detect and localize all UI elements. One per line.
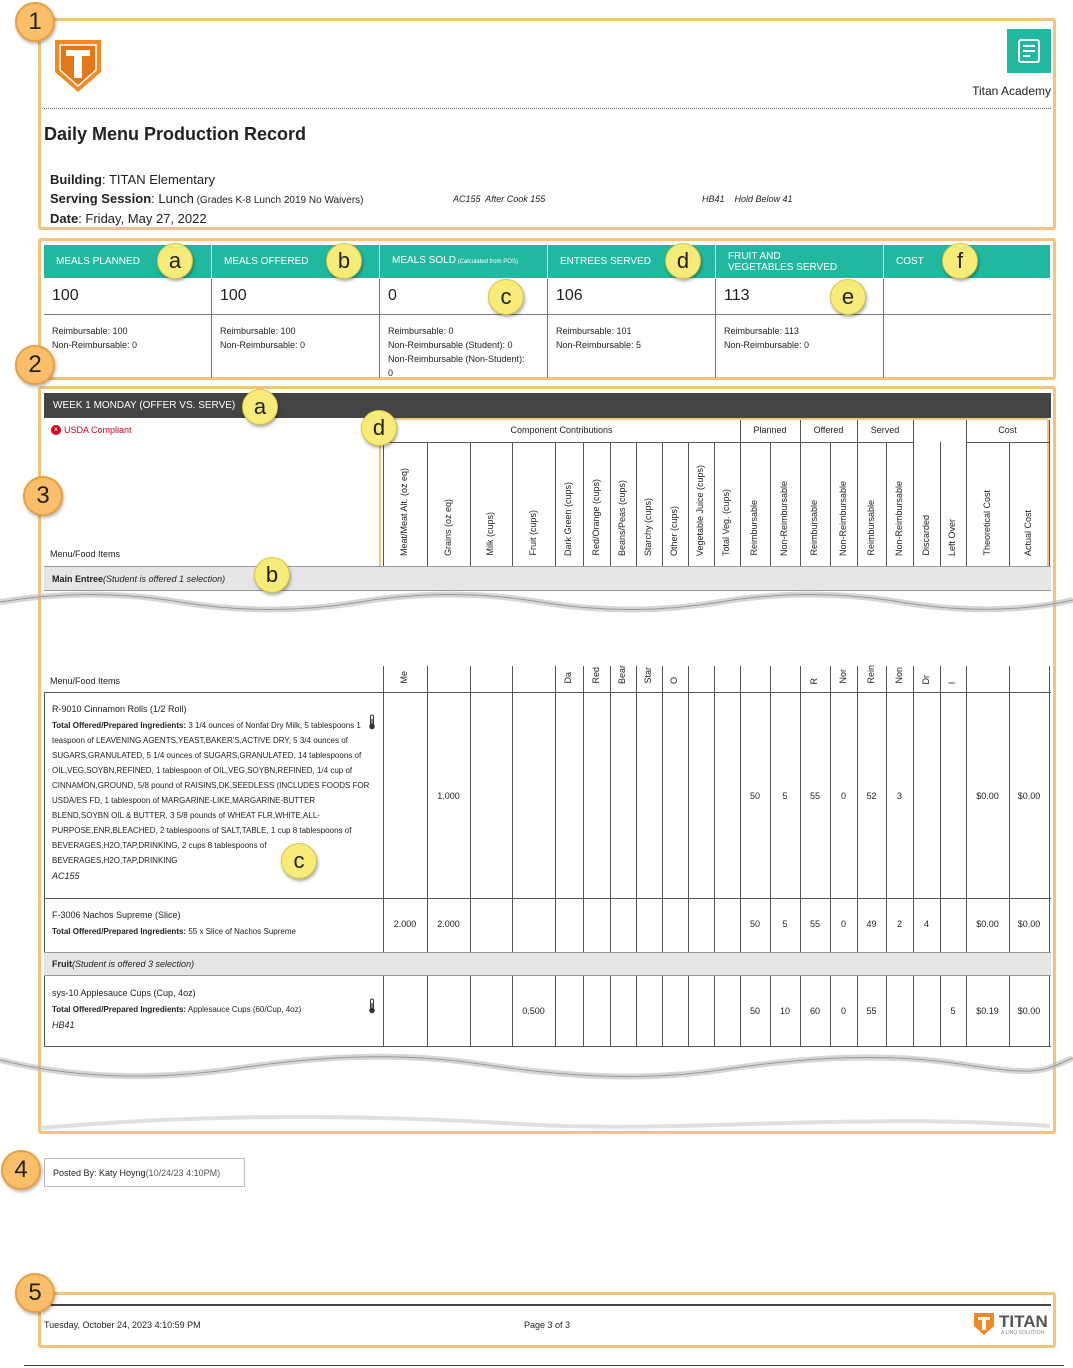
metric-line: Reimbursable: 113 <box>724 326 799 336</box>
metric-breakdown-1 <box>220 324 305 352</box>
footer-page: Page 3 of 3 <box>523 1320 571 1330</box>
metric-breakdown-4 <box>724 324 809 352</box>
short-column-header-18: l <box>947 682 957 684</box>
short-column-header-13: R <box>809 677 819 684</box>
food-item-name: R-9010 Cinnamon Rolls (1/2 Roll) <box>52 704 187 714</box>
metric-line: Non-Reimbursable: 5 <box>556 340 642 350</box>
food-ingredients <box>52 718 374 868</box>
column-header-16: Non-Reimbursable <box>893 480 904 556</box>
column-header-18: Left Over <box>947 518 957 556</box>
error-circle-icon: × <box>51 425 61 435</box>
cell-value: 55 <box>809 919 820 929</box>
ingredients-label: Total Offered/Prepared Ingredients: <box>52 721 187 730</box>
column-divider <box>583 692 584 898</box>
column-divider <box>555 692 556 898</box>
callout-4: 4 <box>1 1150 41 1190</box>
metric-line: Non-Reimbursable: 0 <box>52 340 138 350</box>
column-divider <box>427 976 428 1046</box>
ingredients-text: 55 x Slice of Nachos Supreme <box>186 927 296 936</box>
column-header-6: Beans/Peas (cups) <box>617 479 627 556</box>
column-divider <box>610 692 611 898</box>
short-column-header-7: Star <box>643 667 653 684</box>
metric-line: Reimbursable: 100 <box>220 326 296 336</box>
metric-label: ENTREES SERVED <box>560 256 651 267</box>
cell-value: 5 <box>782 791 788 801</box>
food-ingredients <box>52 1002 374 1017</box>
cell-value: $0.00 <box>1017 1006 1041 1016</box>
metric-line: Reimbursable: 100 <box>52 326 128 336</box>
section-name: Fruit <box>52 959 72 969</box>
column-divider <box>512 666 513 692</box>
header-divider <box>44 108 1051 109</box>
column-divider <box>714 976 715 1046</box>
column-divider <box>913 420 914 566</box>
cell-value: 49 <box>866 919 877 929</box>
column-divider <box>636 976 637 1046</box>
metric-value-2: 0 <box>388 287 397 304</box>
metric-line: 0 <box>388 368 394 378</box>
callout-a-meals-planned: a <box>157 243 193 279</box>
callout-b-meals-offered: b <box>326 243 362 279</box>
table-left-rule <box>44 692 45 1046</box>
row-rule <box>44 1046 1051 1047</box>
brand-name: TITAN <box>999 1312 1048 1331</box>
building-line <box>50 172 215 187</box>
column-group-cost: Cost <box>998 425 1017 435</box>
callout-b-section: b <box>254 557 290 593</box>
column-divider <box>886 666 887 692</box>
column-divider <box>940 692 941 898</box>
column-divider <box>913 666 914 692</box>
cell-value: 10 <box>779 1006 790 1016</box>
cell-value: 0.500 <box>522 1006 545 1016</box>
callout-d-columns: d <box>361 410 397 446</box>
column-divider <box>555 976 556 1046</box>
metric-divider <box>379 278 380 378</box>
posted-by-box <box>44 1158 245 1187</box>
column-header-8: Other (cups) <box>669 505 679 556</box>
column-divider <box>583 898 584 952</box>
code-legend-hb41: HB41 Hold Below 41 <box>702 194 793 204</box>
column-divider <box>913 692 914 898</box>
column-header-4: Dark Green (cups) <box>563 481 573 556</box>
column-group-component: Component Contributions <box>510 425 613 435</box>
page-break-wave <box>0 590 1073 630</box>
table-row <box>52 910 374 939</box>
metric-label: MEALS PLANNED <box>56 256 140 267</box>
column-divider <box>555 442 556 566</box>
short-column-header-5: Red <box>590 667 601 684</box>
section-note: (Student is offered 3 selection) <box>72 959 195 969</box>
column-divider <box>383 692 384 898</box>
section-name: Main Entree <box>52 573 104 584</box>
section-row-fruit <box>44 952 1051 976</box>
items-header-repeat: Menu/Food Items <box>50 676 121 686</box>
column-divider <box>714 692 715 898</box>
usda-status <box>51 425 132 435</box>
header-rule <box>44 692 1051 693</box>
column-header-15: Reimbursable <box>865 500 876 556</box>
ingredients-label: Total Offered/Prepared Ingredients: <box>52 927 187 936</box>
week-title: WEEK 1 MONDAY (OFFER VS. SERVE) <box>53 400 236 411</box>
column-divider <box>800 666 801 692</box>
column-divider <box>770 442 771 566</box>
callout-f-cost: f <box>942 243 978 279</box>
short-column-header-17: Dr <box>920 674 931 684</box>
column-divider <box>470 666 471 692</box>
table-row <box>52 704 374 881</box>
short-column-header-6: Bear <box>617 664 627 684</box>
short-column-header-0: Me <box>399 671 409 684</box>
cell-value: 2 <box>896 919 902 929</box>
column-divider <box>714 666 715 692</box>
metric-label: MEALS SOLD <box>392 255 456 266</box>
column-header-3: Fruit (cups) <box>527 510 538 556</box>
food-ingredients <box>52 924 374 939</box>
column-divider <box>1049 692 1050 898</box>
column-header-2: Milk (cups) <box>485 512 495 556</box>
metric-value-1: 100 <box>220 287 247 304</box>
cell-value: 50 <box>749 791 760 801</box>
column-divider <box>555 898 556 952</box>
session-label: Serving Session <box>50 191 152 206</box>
column-group-planned: Planned <box>753 425 787 435</box>
metric-breakdown-3 <box>556 324 641 352</box>
metric-line: Reimbursable: 101 <box>556 326 632 336</box>
column-divider <box>470 976 471 1046</box>
group-rule <box>966 442 1049 443</box>
code-legend-ac155: AC155 After Cook 155 <box>453 194 546 204</box>
date-value: : Friday, May 27, 2022 <box>78 211 207 226</box>
metric-line: Non-Reimbursable (Non-Student): <box>388 354 525 364</box>
column-divider <box>383 666 384 692</box>
posted-time: (10/24/23 4:10PM) <box>145 1167 221 1178</box>
metric-divider <box>883 278 884 378</box>
metric-breakdown-0 <box>52 324 137 352</box>
cell-value: 5 <box>782 919 788 929</box>
callout-c-ingredients: c <box>281 843 317 879</box>
column-divider <box>470 692 471 898</box>
metric-divider <box>547 278 548 378</box>
column-divider <box>688 976 689 1046</box>
callout-c-meals-sold: c <box>488 279 524 315</box>
metric-label: MEALS OFFERED <box>224 256 309 267</box>
column-divider <box>427 442 428 566</box>
column-divider <box>940 898 941 952</box>
short-column-header-8: O <box>669 676 679 684</box>
column-divider <box>470 898 471 952</box>
short-column-header-14: Nor <box>837 669 848 684</box>
cell-value: $0.00 <box>1017 791 1041 801</box>
column-divider <box>470 442 471 566</box>
section-note: (Student is offered 1 selection) <box>103 573 226 584</box>
metric-header-2 <box>380 245 547 278</box>
column-divider <box>966 420 967 566</box>
column-divider <box>1009 666 1010 692</box>
cell-value: 55 <box>809 791 820 801</box>
column-divider <box>830 442 831 566</box>
date-label: Date <box>50 211 79 226</box>
column-divider <box>940 666 941 692</box>
ingredients-text: Applesauce Cups (60/Cup, 4oz) <box>186 1005 302 1014</box>
column-divider <box>555 666 556 692</box>
usda-label: USDA Compliant <box>64 425 132 435</box>
column-header-12: Non-Reimbursable <box>779 480 789 556</box>
metric-label-2: VEGETABLES SERVED <box>728 261 838 273</box>
building-label: Building <box>50 172 102 187</box>
column-divider <box>583 976 584 1046</box>
cell-value: 50 <box>749 919 760 929</box>
column-divider <box>512 442 513 566</box>
column-header-14: Non-Reimbursable <box>837 480 848 556</box>
cell-value: 52 <box>866 791 877 801</box>
column-divider <box>610 976 611 1046</box>
column-divider <box>1049 976 1050 1046</box>
column-divider <box>714 442 715 566</box>
column-divider <box>1049 420 1050 566</box>
callout-a-week: a <box>242 389 278 425</box>
column-divider <box>688 898 689 952</box>
metric-line: Reimbursable: 0 <box>388 326 454 336</box>
session-line <box>50 191 364 206</box>
ingredients-text: 3 1/4 ounces of Nonfat Dry Milk, 5 tablespoons 1 teaspoon of LEAVENING AGENTS,YEAST,BAKER'S,ACTIVE DRY, 5 3/4 ounces of SUGARS,GRANULATED, 5 1/4 ounces of SUGARS,GRANULATED, 14 tablespoons of OIL,VEG,SOYBN,REFINED, 1 tablespoon of OIL,VEG,SOYBN,REFINED, 1/4 cup of CINNAMON,GROUND, 5/8 pound of RAISINS,DK,SEEDLESS (INCLUDES FOODS FOR USDA/ES FD, 1 tablespoon of MARGARINE-LIKE,MARGARINE-BUTTER BLEND,SOYBN OIL & BUTTER, 3 5/8 pounds of WHEAT FLR,WHITE,ALL-PURPOSE,ENR,BLEACHED, 2 tablespoons of SALT,TABLE, 1 cup 8 tablespoons of BEVERAGES,H2O,TAP,DRINKING, 2 cups 8 tablespoons of BEVERAGES,H2O,TAP,DRINKING <box>52 721 370 865</box>
metric-line: Non-Reimbursable (Student): 0 <box>388 340 513 350</box>
metric-label: COST <box>896 256 924 267</box>
column-divider <box>857 420 858 566</box>
cell-value: 0 <box>840 791 846 801</box>
column-divider <box>886 976 887 1046</box>
ingredients-label: Total Offered/Prepared Ingredients: <box>52 1005 187 1014</box>
row-rule <box>44 898 1051 899</box>
column-header-10: Total Veg. (cups) <box>721 488 731 556</box>
column-divider <box>1049 898 1050 952</box>
column-divider <box>830 666 831 692</box>
haccp-code: AC155 <box>52 871 80 881</box>
building-value: : TITAN Elementary <box>102 172 215 187</box>
metric-rule <box>44 314 1051 315</box>
cell-value: 1.000 <box>437 791 460 801</box>
column-divider <box>688 692 689 898</box>
column-divider <box>662 898 663 952</box>
cell-value: 3 <box>896 791 902 801</box>
food-item-name: sys-10 Applesauce Cups (Cup, 4oz) <box>52 988 196 998</box>
cell-value: 2.000 <box>437 919 460 929</box>
column-divider <box>740 666 741 692</box>
metric-value-3: 106 <box>556 287 583 304</box>
metric-header-4 <box>716 245 883 278</box>
callout-5: 5 <box>15 1273 55 1313</box>
column-divider <box>583 666 584 692</box>
haccp-code: HB41 <box>52 1020 75 1030</box>
column-divider <box>636 692 637 898</box>
callout-2: 2 <box>15 345 55 385</box>
column-group-offered: Offered <box>813 425 844 435</box>
thermometer-icon <box>368 998 376 1019</box>
metric-line: Non-Reimbursable: 0 <box>724 340 810 350</box>
group-rule <box>857 442 913 443</box>
short-column-header-15: Rein <box>865 665 876 684</box>
cell-value: 0 <box>840 919 846 929</box>
org-name: Titan Academy <box>972 84 1051 98</box>
column-header-20: Actual Cost <box>1023 509 1033 556</box>
group-rule <box>800 442 857 443</box>
metric-breakdown-2 <box>388 324 525 380</box>
footer-rule <box>44 1304 1051 1306</box>
metric-value-0: 100 <box>52 287 79 304</box>
column-header-19: Theoretical Cost <box>981 490 992 556</box>
callout-d-entrees-served: d <box>665 243 701 279</box>
cell-value: 55 <box>866 1006 877 1016</box>
column-divider <box>1009 442 1010 566</box>
cell-value: $0.19 <box>976 1006 999 1016</box>
metric-sublabel: (Calculated from POS) <box>455 259 518 265</box>
column-group-served: Served <box>870 425 900 435</box>
column-divider <box>610 898 611 952</box>
brand-sub: A LINQ SOLUTION <box>1001 1330 1045 1336</box>
column-divider <box>770 666 771 692</box>
session-detail: (Grades K-8 Lunch 2019 No Waivers) <box>193 195 364 206</box>
column-header-9: Vegetable Juice (cups) <box>695 464 705 556</box>
short-column-header-4: Da <box>563 672 573 684</box>
food-item-name: F-3006 Nachos Supreme (Slice) <box>52 910 181 920</box>
column-divider <box>662 976 663 1046</box>
table-row <box>52 988 374 1030</box>
column-divider <box>636 442 637 566</box>
column-divider <box>688 442 689 566</box>
callout-3: 3 <box>23 476 63 516</box>
metric-line: Non-Reimbursable: 0 <box>220 340 306 350</box>
column-divider <box>662 442 663 566</box>
cell-value: 50 <box>749 1006 760 1016</box>
cell-value: 60 <box>809 1006 820 1016</box>
column-header-13: Reimbursable <box>809 500 819 556</box>
titan-mini-logo-icon <box>973 1312 995 1341</box>
column-divider <box>1049 666 1050 692</box>
column-header-0: Meat/Meat Alt. (oz eq) <box>399 467 409 556</box>
items-header: Menu/Food Items <box>50 549 121 559</box>
metric-value-4: 113 <box>724 287 750 304</box>
footer-date: Tuesday, October 24, 2023 4:10:59 PM <box>44 1320 201 1330</box>
column-divider <box>610 442 611 566</box>
column-header-5: Red/Orange (cups) <box>590 479 601 556</box>
column-divider <box>427 666 428 692</box>
report-document-icon[interactable] <box>1007 29 1051 73</box>
column-divider <box>512 692 513 898</box>
column-divider <box>714 898 715 952</box>
column-divider <box>662 666 663 692</box>
posted-by: Posted By: Katy Hoyng <box>53 1167 146 1178</box>
metric-label: FRUIT AND <box>728 250 781 262</box>
column-header-17: Discarded <box>920 515 931 556</box>
titan-logo-icon <box>53 38 103 94</box>
column-divider <box>383 976 384 1046</box>
column-divider <box>740 420 741 566</box>
column-divider <box>966 666 967 692</box>
cell-value: $0.00 <box>1017 919 1041 929</box>
bottom-rule <box>24 1365 1064 1366</box>
column-divider <box>940 442 941 566</box>
section-row-main-entree <box>44 566 1051 591</box>
group-rule <box>383 442 740 443</box>
callout-e-fruit-veg: e <box>830 279 866 315</box>
column-header-1: Grains (oz eq) <box>442 498 453 556</box>
short-column-header-16: Non <box>893 667 904 684</box>
cell-value: 5 <box>950 1006 956 1016</box>
session-value: : Lunch <box>151 191 194 206</box>
metric-divider <box>715 278 716 378</box>
cell-value: 2.000 <box>393 919 417 929</box>
cell-value: 4 <box>923 919 929 929</box>
column-divider <box>636 898 637 952</box>
column-header-7: Starchy (cups) <box>643 497 653 556</box>
column-divider <box>688 666 689 692</box>
week-title-bar <box>44 393 1051 418</box>
page-break-wave <box>0 1108 1073 1130</box>
page-break-wave <box>0 1050 1073 1090</box>
cell-value: $0.00 <box>976 919 999 929</box>
footer-brand <box>970 1310 1052 1338</box>
metric-divider <box>211 278 212 378</box>
column-divider <box>662 692 663 898</box>
date-line <box>50 211 207 226</box>
column-divider <box>636 666 637 692</box>
column-divider <box>857 666 858 692</box>
callout-1: 1 <box>15 2 55 42</box>
page-title: Daily Menu Production Record <box>44 124 307 144</box>
column-divider <box>512 898 513 952</box>
column-divider <box>886 442 887 566</box>
column-divider <box>583 442 584 566</box>
column-header-11: Reimbursable <box>749 500 759 556</box>
thermometer-icon <box>368 714 376 735</box>
cell-value: $0.00 <box>976 791 999 801</box>
column-divider <box>610 666 611 692</box>
column-divider <box>913 976 914 1046</box>
column-divider <box>800 420 801 566</box>
cell-value: 0 <box>840 1006 846 1016</box>
